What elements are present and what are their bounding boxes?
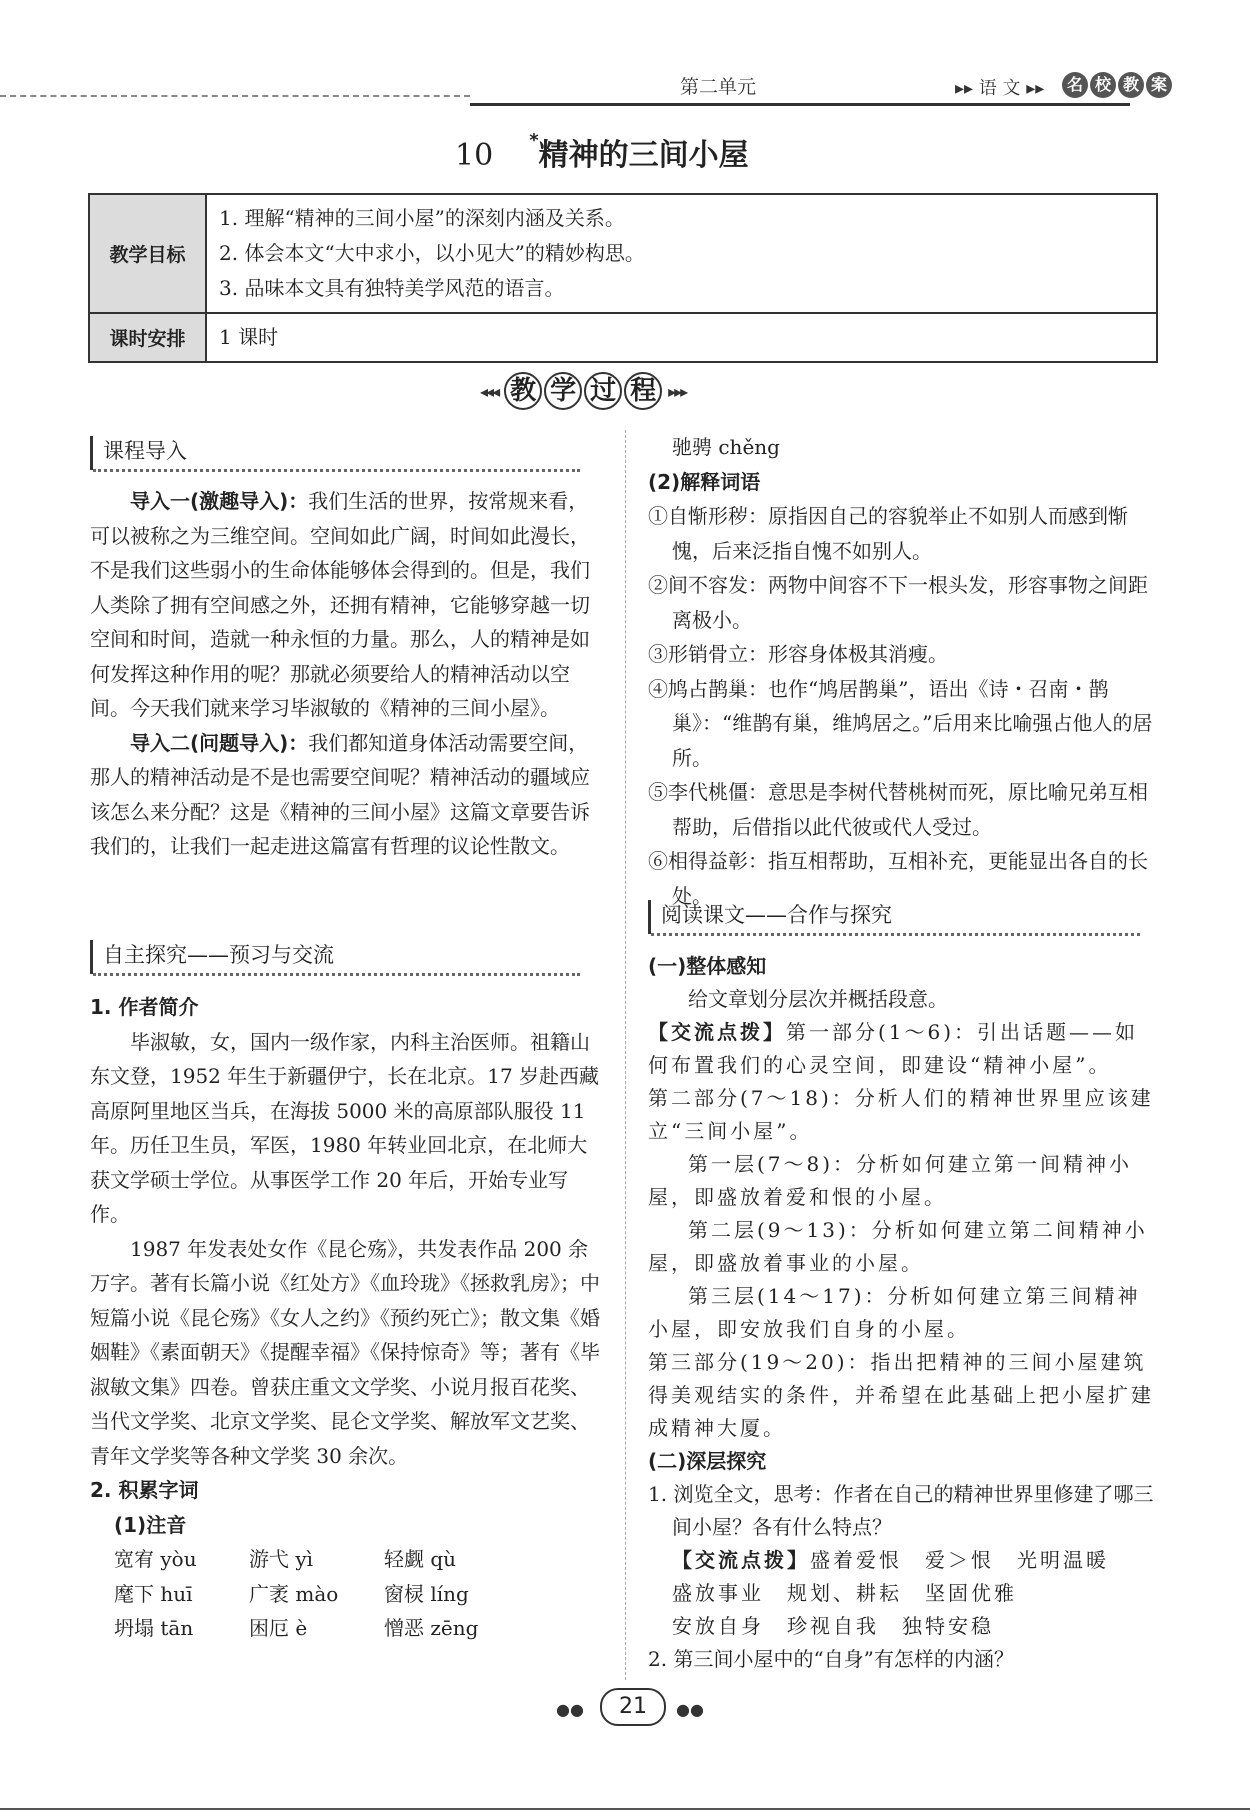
pinyin-item: 轻觑 qù <box>384 1547 457 1571</box>
tip-part-1 <box>648 1016 1160 1082</box>
page-dots-right-icon: ●● <box>676 1700 704 1719</box>
intro2-label: 导入二(问题导入)： <box>130 730 309 755</box>
deep-question-2: 2. 第三间小屋中的“自身”有怎样的内涵？ <box>648 1647 1014 1671</box>
words-heading: 2. 积累字词 <box>90 1478 199 1502</box>
pinyin-item: 窗棂 líng <box>384 1581 469 1606</box>
pinyin-row <box>114 1542 600 1577</box>
unit-label: 第二单元 <box>680 76 757 98</box>
pinyin-item: 宽宥 yòu <box>114 1547 197 1571</box>
whole-question: 给文章划分层次并概括段意。 <box>688 987 948 1011</box>
pinyin-item: 困厄 è <box>249 1616 308 1640</box>
goal-item: 2. 体会本文“大中求小，以小见大”的精妙构思。 <box>219 241 645 265</box>
page-dots-left-icon: ●● <box>556 1700 584 1719</box>
pinyin-item: 憎恶 zēng <box>384 1616 479 1640</box>
layer2-text: 第二层(9～13)：分析如何建立第二间精神小屋，即盛放着事业的小屋。 <box>648 1218 1148 1275</box>
deep-answer-1 <box>648 1544 1160 1577</box>
banner-char: 学 <box>544 372 582 410</box>
author-paragraph-2: 1987 年发表处女作《昆仑殇》，共发表作品 200 余万字。著有长篇小说《红处方》《血玲珑》《拯救乳房》；中短篇小说《昆仑殇》《女人之约》《预约死亡》；散文集《婚姻鞋》《素面朝天》《提醒幸福》《保持惊奇》等；著有《毕淑敏文集》四卷。曾获庄重文文学奖、小说月报百花奖、当代文学奖、北京文学奖、昆仑文学奖、解放军文艺奖、青年文学奖等各种文学奖 30 余次。 <box>90 1236 600 1468</box>
tip-label: 【交流点拨】 <box>648 1020 786 1044</box>
teaching-process-banner <box>480 372 686 410</box>
section-heading-text: 自主探究——预习与交流 <box>103 943 334 967</box>
section-heading-text: 阅读课文——合作与探究 <box>661 903 892 927</box>
time-value: 1 课时 <box>206 313 1157 362</box>
layer1-text: 第一层(7～8)：分析如何建立第一间精神小屋，即盛放着爱和恨的小屋。 <box>648 1152 1133 1209</box>
right-arrows-icon: ▸▸▸ <box>668 381 687 401</box>
self-study-star: * <box>529 130 539 151</box>
author-paragraph-1: 毕淑敏，女，国内一级作家，内科主治医师。祖籍山东文登，1952 年生于新疆伊宁，长在北京。17 岁赴西藏高原阿里地区当兵，在海拔 5000 米的高原部队服役 11 年。历任卫生员，军医，1980 年转业回北京，在北师大获文学硕士学位。从事医学工作 20 年后，开始专业写作。 <box>90 1029 600 1226</box>
explain-heading: (2)解释词语 <box>648 469 761 494</box>
header-dashed-rule <box>0 95 470 97</box>
goals-list <box>206 194 1157 313</box>
column-divider <box>625 430 626 1680</box>
intro-paragraph-1 <box>90 484 600 726</box>
intro-paragraph-2 <box>90 726 600 864</box>
time-label: 课时安排 <box>89 313 206 362</box>
dotted-rule <box>93 469 580 472</box>
explain-item: ③形销骨立：形容身体极其消瘦。 <box>648 642 948 666</box>
brand-char: 教 <box>1118 72 1144 98</box>
lesson-title <box>455 130 749 174</box>
dotted-rule <box>651 933 1140 936</box>
section-heading-text: 课程导入 <box>103 439 187 463</box>
goal-item: 3. 品味本文具有独特美学风范的语言。 <box>219 276 565 300</box>
explain-item: ②间不容发：两物中间容不下一根头发，形容事物之间距离极小。 <box>648 573 1148 632</box>
deep-heading: (二)深层探究 <box>648 1449 767 1473</box>
part3-text: 第三部分(19～20)：指出把精神的三间小屋建筑得美观结实的条件，并希望在此基础上把小屋扩建成精神大厦。 <box>648 1350 1154 1440</box>
pinyin-heading: (1)注音 <box>114 1512 187 1537</box>
banner-char: 教 <box>504 372 542 410</box>
pinyin-item: 麾下 huī <box>114 1581 193 1606</box>
pinyin-row <box>114 1611 600 1646</box>
time-row <box>89 313 1157 362</box>
goals-label: 教学目标 <box>89 194 206 313</box>
layer3-text: 第三层(14～17)：分析如何建立第三间精神小屋，即安放我们自身的小屋。 <box>648 1284 1141 1341</box>
section-heading-intro <box>90 436 580 470</box>
header-solid-rule <box>470 103 1130 106</box>
section-heading-reading <box>648 900 1140 934</box>
pinyin-list <box>90 1542 600 1646</box>
subject-label: ▸▸ 语 文 ▸▸ <box>955 78 1045 99</box>
part2-text: 第二部分(7～18)：分析人们的精神世界里应该建立“三间小屋”。 <box>648 1086 1154 1143</box>
explain-item: ④鸠占鹊巢：也作“鸠居鹊巢”，语出《诗・召南・鹊巢》：“维鹊有巢，维鸠居之。”后用来比喻强占他人的居所。 <box>648 676 1153 770</box>
lesson-title-text: 精神的三间小屋 <box>538 138 749 173</box>
intro-block <box>90 484 600 864</box>
brand-char: 校 <box>1090 72 1116 98</box>
banner-char: 程 <box>624 372 662 410</box>
goals-row <box>89 194 1157 313</box>
explain-item: ①自惭形秽：原指因自己的容貌举止不如别人而感到惭愧，后来泛指自愧不如别人。 <box>648 504 1128 563</box>
part1-text: 第一部分(1～6)：引出话题——如何布置我们的心灵空间，即建设“精神小屋”。 <box>648 1020 1139 1077</box>
pinyin-item: 广袤 mào <box>249 1581 339 1606</box>
lesson-number: 10 <box>455 138 494 173</box>
author-heading: 1. 作者简介 <box>90 995 199 1019</box>
right-top-block <box>648 430 1160 913</box>
pinyin-row <box>114 1577 600 1612</box>
intro1-text: 我们生活的世界，按常规来看，可以被称之为三维空间。空间如此广阔，时间如此漫长，不是我们这些弱小的生命体能够体会得到的。但是，我们人类除了拥有空间感之外，还拥有精神，它能够穿越一切空间和时间，造就一种永恒的力量。那么，人的精神是如何发挥这种作用的呢？那就必须要给人的精神活动以空间。今天我们就来学习毕淑敏的《精神的三间小屋》。 <box>90 489 590 720</box>
intro1-label: 导入一(激趣导入)： <box>130 489 309 513</box>
author-block <box>90 990 600 1646</box>
deep-question-1: 1. 浏览全文，思考：作者在自己的精神世界里修建了哪三间小屋？各有什么特点？ <box>648 1482 1154 1539</box>
explain-item: ⑥相得益彰：指互相帮助，互相补充，更能显出各自的长处。 <box>648 849 1148 908</box>
bottom-rule <box>0 1808 1250 1810</box>
left-arrows-icon: ◂◂◂ <box>480 381 499 401</box>
brand-logo <box>1062 72 1172 98</box>
answer-line: 盛着爱恨 爱＞恨 光明温暖 <box>810 1548 1109 1572</box>
section-heading-self-study <box>90 940 580 974</box>
right-bottom-block <box>648 950 1160 1676</box>
intro2-text: 我们都知道身体活动需要空间，那人的精神活动是不是也需要空间呢？精神活动的疆域应该怎么来分配？这是《精神的三间小屋》这篇文章要告诉我们的，让我们一起走进这篇富有哲理的议论性散文。 <box>90 730 590 858</box>
brand-char: 名 <box>1062 72 1088 98</box>
goals-table <box>88 193 1158 363</box>
whole-heading: (一)整体感知 <box>648 954 767 978</box>
dotted-rule <box>93 973 580 976</box>
answer-line: 安放自身 珍视自我 独特安稳 <box>672 1614 994 1638</box>
answer-line: 盛放事业 规划、耕耘 坚固优雅 <box>672 1581 1017 1605</box>
explain-item: ⑤李代桃僵：意思是李树代替桃树而死，原比喻兄弟互相帮助，后借指以此代彼或代人受过。 <box>648 780 1148 839</box>
banner-char: 过 <box>584 372 622 410</box>
pinyin-item: 驰骋 chěng <box>672 435 780 459</box>
pinyin-item: 坍塌 tān <box>114 1616 194 1640</box>
pinyin-item: 游弋 yì <box>249 1547 314 1571</box>
brand-char: 案 <box>1146 72 1172 98</box>
goal-item: 1. 理解“精神的三间小屋”的深刻内涵及关系。 <box>219 206 625 230</box>
page-number: 21 <box>600 1688 666 1726</box>
tip-label: 【交流点拨】 <box>672 1548 810 1572</box>
